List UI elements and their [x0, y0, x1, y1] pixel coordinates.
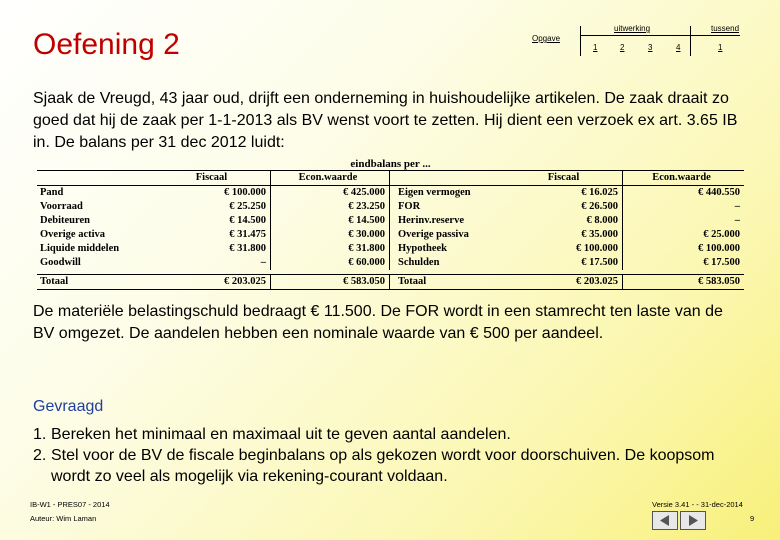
nav-divider: [580, 26, 581, 56]
balance-cell: € 35.000: [509, 228, 623, 242]
balance-cell: € 26.500: [509, 200, 623, 214]
question-text: Stel voor de BV de fiscale beginbalans op als gekozen wordt voor doorschuiven. De koopsom wordt zo veel als mogelijk via rekening-courant voldaan.: [51, 447, 715, 485]
balance-cell: Hypotheek: [397, 243, 447, 254]
balance-cell: € 17.500: [703, 257, 740, 268]
balance-cell: € 100.000: [698, 243, 740, 254]
balance-cell: –: [157, 256, 271, 270]
balance-cell: Schulden: [397, 257, 440, 268]
balance-cell: –: [734, 215, 740, 226]
balance-total-cell: Totaal: [40, 276, 69, 287]
balance-cell: FOR: [397, 201, 421, 212]
balance-total-cell: € 203.025: [157, 275, 271, 289]
balance-caption: eindbalans per ...: [350, 158, 431, 170]
balance-cell: Voorraad: [40, 201, 83, 212]
balance-cell: Goodwill: [40, 257, 81, 268]
footer-author: Auteur: Wim Laman: [30, 514, 97, 523]
balance-header-cell: Econ.waarde: [652, 172, 711, 183]
nav-divider: [690, 26, 691, 56]
balance-cell: Overige passiva: [397, 229, 469, 240]
questions-list: [33, 424, 753, 487]
question-number: 1.: [33, 426, 47, 443]
slide-title: Oefening 2: [33, 28, 180, 61]
nav-line: [690, 35, 740, 36]
balance-header-cell: Econ.waarde: [271, 171, 390, 185]
balance-cell: € 25.250: [157, 200, 271, 214]
balance-cell: € 25.000: [703, 229, 740, 240]
nav-line: [580, 35, 690, 36]
balance-cell: € 14.500: [271, 214, 390, 228]
prev-slide-button[interactable]: [652, 511, 678, 530]
balance-cell: € 425.000: [271, 186, 390, 200]
balance-header-cell: Fiscaal: [157, 171, 271, 185]
balance-row: [37, 256, 744, 270]
balance-total-cell: € 583.050: [271, 275, 390, 289]
balance-cell: € 100.000: [157, 186, 271, 200]
nav-tussend-label[interactable]: tussend: [711, 24, 740, 33]
balance-cell: € 23.250: [271, 200, 390, 214]
balance-cell: Pand: [40, 187, 64, 198]
balance-header-cell: [37, 171, 157, 185]
balance-cell: Eigen vermogen: [397, 187, 471, 198]
balance-row: [37, 214, 744, 228]
nav-opgave-link[interactable]: Opgave: [532, 34, 561, 43]
balance-row: [37, 242, 744, 256]
balance-cell: € 31.800: [271, 242, 390, 256]
balance-body: [37, 186, 744, 270]
balance-cell: € 100.000: [509, 242, 623, 256]
next-slide-button[interactable]: [680, 511, 706, 530]
balance-total-cell: Totaal: [397, 276, 427, 287]
balance-header-cell: [390, 171, 509, 185]
balance-total-row: [37, 274, 744, 290]
questions-heading: Gevraagd: [33, 398, 104, 415]
balance-cell: –: [734, 201, 740, 212]
balance-cell: Liquide middelen: [40, 243, 120, 254]
balance-header-row: [37, 170, 744, 186]
balance-row: [37, 228, 744, 242]
balance-cell: € 31.475: [157, 228, 271, 242]
nav-uitwerking-label[interactable]: uitwerking: [614, 24, 651, 33]
nav-step-3[interactable]: 3: [648, 43, 653, 52]
page-number: 9: [750, 514, 755, 523]
balance-cell: € 8.000: [509, 214, 623, 228]
balance-cell: € 16.025: [509, 186, 623, 200]
nav-step-1[interactable]: 1: [593, 43, 598, 52]
balance-cell: Debiteuren: [40, 215, 90, 226]
nav-step-2[interactable]: 2: [620, 43, 625, 52]
balance-cell: Overige activa: [40, 229, 106, 240]
question-text: Bereken het minimaal en maximaal uit te geven aantal aandelen.: [51, 426, 511, 443]
balance-cell: € 31.800: [157, 242, 271, 256]
question-item: [33, 424, 753, 445]
balance-cell: Herinv.reserve: [397, 215, 464, 226]
balance-total-cell: € 203.025: [509, 275, 623, 289]
balance-cell: € 17.500: [509, 256, 623, 270]
balance-row: [37, 200, 744, 214]
balance-row: [37, 186, 744, 200]
footer-version: Versie 3.41 - - 31-dec-2014: [652, 500, 743, 509]
nav-step-4[interactable]: 4: [676, 43, 681, 52]
balance-cell: € 440.550: [698, 187, 740, 198]
question-item: [33, 445, 753, 487]
balance-header-cell: Fiscaal: [509, 171, 623, 185]
balance-sheet: [37, 158, 744, 290]
balance-total-cell: € 583.050: [698, 276, 740, 287]
balance-cell: € 60.000: [271, 256, 390, 270]
balance-cell: € 30.000: [271, 228, 390, 242]
balance-cell: € 14.500: [157, 214, 271, 228]
note-paragraph: De materiële belastingschuld bedraagt € 11.500. De FOR wordt in een stamrecht ten laste van de BV omgezet. De aandelen hebben een nominale waarde van € 500 per aandeel.: [33, 303, 723, 342]
question-number: 2.: [33, 447, 47, 464]
footer-code: IB-W1 - PRES07 - 2014: [30, 500, 110, 509]
intro-paragraph: Sjaak de Vreugd, 43 jaar oud, drijft een onderneming in huishoudelijke artikelen. De zaak draait zo goed dat hij de zaak per 1-1-2013 als BV wenst voort te zetten. Hij dient een verzoek ex art. 3.65 IB in. De balans per 31 dec 2012 luidt:: [33, 90, 738, 151]
nav-tussend-step-1[interactable]: 1: [718, 43, 723, 52]
